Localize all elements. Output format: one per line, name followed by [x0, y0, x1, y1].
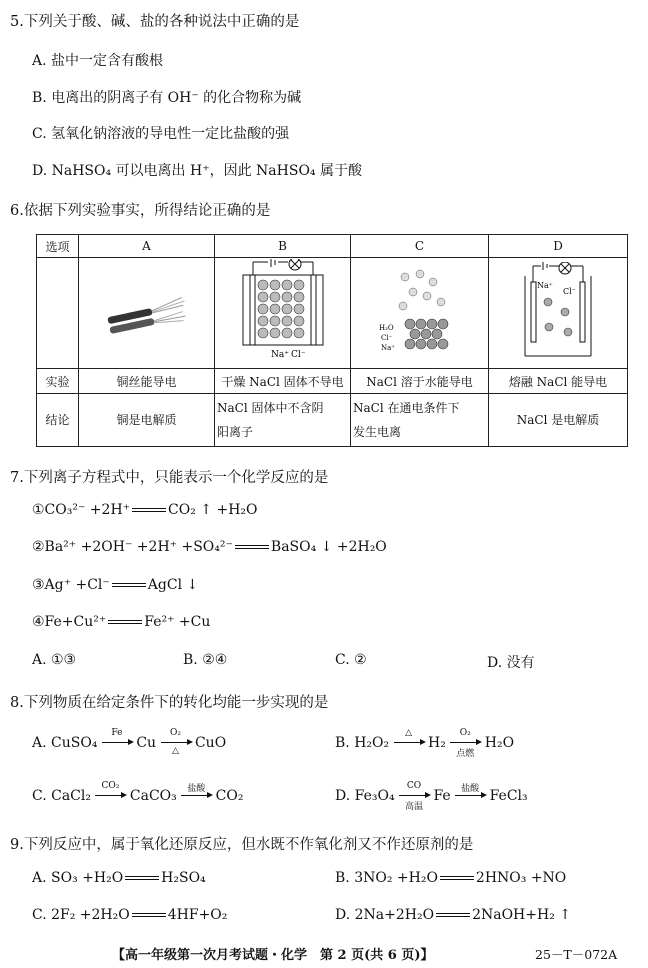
q5-option-b: B. 电离出的阴离子有 OH⁻ 的化合物称为碱 [32, 90, 302, 106]
header-b: B [215, 235, 351, 258]
q6-experiment-table [36, 234, 628, 447]
row-label-experiment: 实验 [37, 369, 79, 394]
q5-stem: 5.下列关于酸、碱、盐的各种说法中正确的是 [10, 14, 300, 30]
q7-equation-2: ②Ba²⁺ +2OH⁻ +2H⁺ +SO₄²⁻ BaSO₄ ↓ +2H₂O [32, 539, 387, 555]
header-c: C [351, 235, 489, 258]
label-na-b: Na⁺ [270, 349, 289, 360]
conclusion-c-line2: 发生电离 [353, 425, 402, 439]
q7-equation-4: ④Fe+Cu²⁺ Fe²⁺ +Cu [32, 614, 211, 630]
q9-option-b: B. 3NO₂ +H₂O 2HNO₃ +NO [335, 870, 567, 886]
conclusion-a: 铜是电解质 [79, 394, 215, 447]
image-dry-nacl-circuit [215, 258, 351, 369]
page-footer-code: 25－T－072A [535, 947, 618, 962]
q7-option-a: A. ①③ [32, 652, 77, 668]
q7-equation-3: ③Ag⁺ +Cl⁻ AgCl ↓ [32, 577, 199, 593]
q5-option-c: C. 氢氧化钠溶液的导电性一定比盐酸的强 [32, 126, 290, 142]
q7-option-b: B. ②④ [183, 652, 228, 668]
q5-option-a: A. 盐中一定含有酸根 [32, 53, 164, 69]
q6-stem: 6.依据下列实验事实，所得结论正确的是 [10, 203, 271, 219]
label-cl-c: Cl⁻ [380, 333, 392, 342]
q8-option-d: D. Fe₃O₄ CO 高温 Fe 盐酸 FeCl₃ [335, 781, 528, 812]
label-cl-d: Cl⁻ [563, 286, 576, 296]
label-cl-b: Cl⁻ [290, 349, 306, 360]
q9-option-c: C. 2F₂ +2H₂O 4HF+O₂ [32, 907, 228, 923]
experiment-a: 铜丝能导电 [79, 369, 215, 394]
image-nacl-dissolving [351, 258, 489, 369]
q7-option-c: C. ② [335, 652, 367, 668]
experiment-c: NaCl 溶于水能导电 [351, 369, 489, 394]
q7-equation-1: ①CO₃²⁻ +2H⁺ CO₂ ↑ +H₂O [32, 502, 258, 518]
header-option: 选项 [37, 235, 79, 258]
conclusion-c [351, 394, 489, 447]
label-na-c: Na⁺ [380, 343, 395, 352]
header-d: D [489, 235, 628, 258]
conclusion-c-line1: NaCl 在通电条件下 [353, 401, 460, 415]
label-h2o-c: H₂O [378, 323, 394, 332]
conclusion-d: NaCl 是电解质 [489, 394, 628, 447]
q8-option-c: C. CaCl₂ CO₂ CaCO₃ 盐酸 CO₂ [32, 781, 244, 804]
q8-stem: 8.下列物质在给定条件下的转化均能一步实现的是 [10, 695, 329, 711]
q8-option-a: A. CuSO₄ Fe Cu O₂ △ CuO [32, 728, 227, 756]
label-na-d: Na⁺ [537, 280, 553, 290]
q8-option-b: B. H₂O₂ △ H₂ O₂ 点燃 H₂O [335, 728, 515, 759]
conclusion-b [215, 394, 351, 447]
header-a: A [79, 235, 215, 258]
q9-option-a: A. SO₃ +H₂O H₂SO₄ [32, 870, 206, 886]
page-footer-title: 【高一年级第一次月考试题・化学 第 2 页(共 6 页)】 [112, 948, 434, 963]
image-copper-wire [79, 258, 215, 369]
image-molten-nacl-circuit [489, 258, 628, 369]
conclusion-b-line1: NaCl 固体中不含阴 [217, 401, 324, 415]
conclusion-b-line2: 阳离子 [217, 425, 254, 439]
q9-option-d: D. 2Na+2H₂O 2NaOH+H₂ ↑ [335, 907, 572, 923]
q5-option-d: D. NaHSO₄ 可以电离出 H⁺，因此 NaHSO₄ 属于酸 [32, 163, 362, 179]
row-label-conclusion: 结论 [37, 394, 79, 447]
q7-option-d: D. 没有 [487, 655, 535, 671]
experiment-b: 干燥 NaCl 固体不导电 [215, 369, 351, 394]
experiment-d: 熔融 NaCl 能导电 [489, 369, 628, 394]
q9-stem: 9.下列反应中，属于氧化还原反应，但水既不作氧化剂又不作还原剂的是 [10, 837, 474, 853]
q7-stem: 7.下列离子方程式中，只能表示一个化学反应的是 [10, 470, 329, 486]
